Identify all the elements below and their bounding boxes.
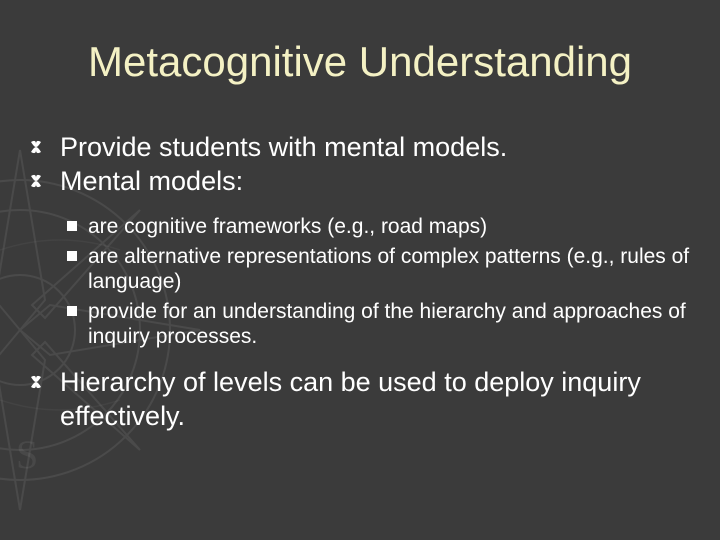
bullet-text: Mental models:: [60, 166, 244, 196]
bullet-text: Hierarchy of levels can be used to deploy inquiry effectively.: [60, 367, 641, 431]
ornament-bullet-icon: [28, 139, 44, 155]
sub-bullet-text: are alternative representations of complex patterns (e.g., rules of language): [88, 245, 690, 293]
sub-bullet-list: [22, 214, 712, 349]
bullet-item: [22, 164, 712, 198]
square-bullet-icon: [67, 251, 77, 261]
bullet-item: [22, 365, 712, 433]
sub-bullet-text: provide for an understanding of the hierarchy and approaches of inquiry processes.: [88, 300, 686, 348]
bullet-item: [22, 130, 712, 164]
bullet-text: Provide students with mental models.: [60, 132, 508, 162]
square-bullet-icon: [67, 221, 77, 231]
svg-text:S: S: [16, 432, 39, 477]
sub-bullet-item: [22, 244, 712, 294]
ornament-bullet-icon: [28, 374, 44, 390]
sub-bullet-item: [22, 214, 712, 239]
sub-bullet-item: [22, 299, 712, 349]
ornament-bullet-icon: [28, 173, 44, 189]
square-bullet-icon: [67, 306, 77, 316]
sub-bullet-text: are cognitive frameworks (e.g., road maps): [88, 215, 488, 238]
slide-title: Metacognitive Understanding: [88, 38, 632, 85]
slide-body: [22, 130, 712, 433]
